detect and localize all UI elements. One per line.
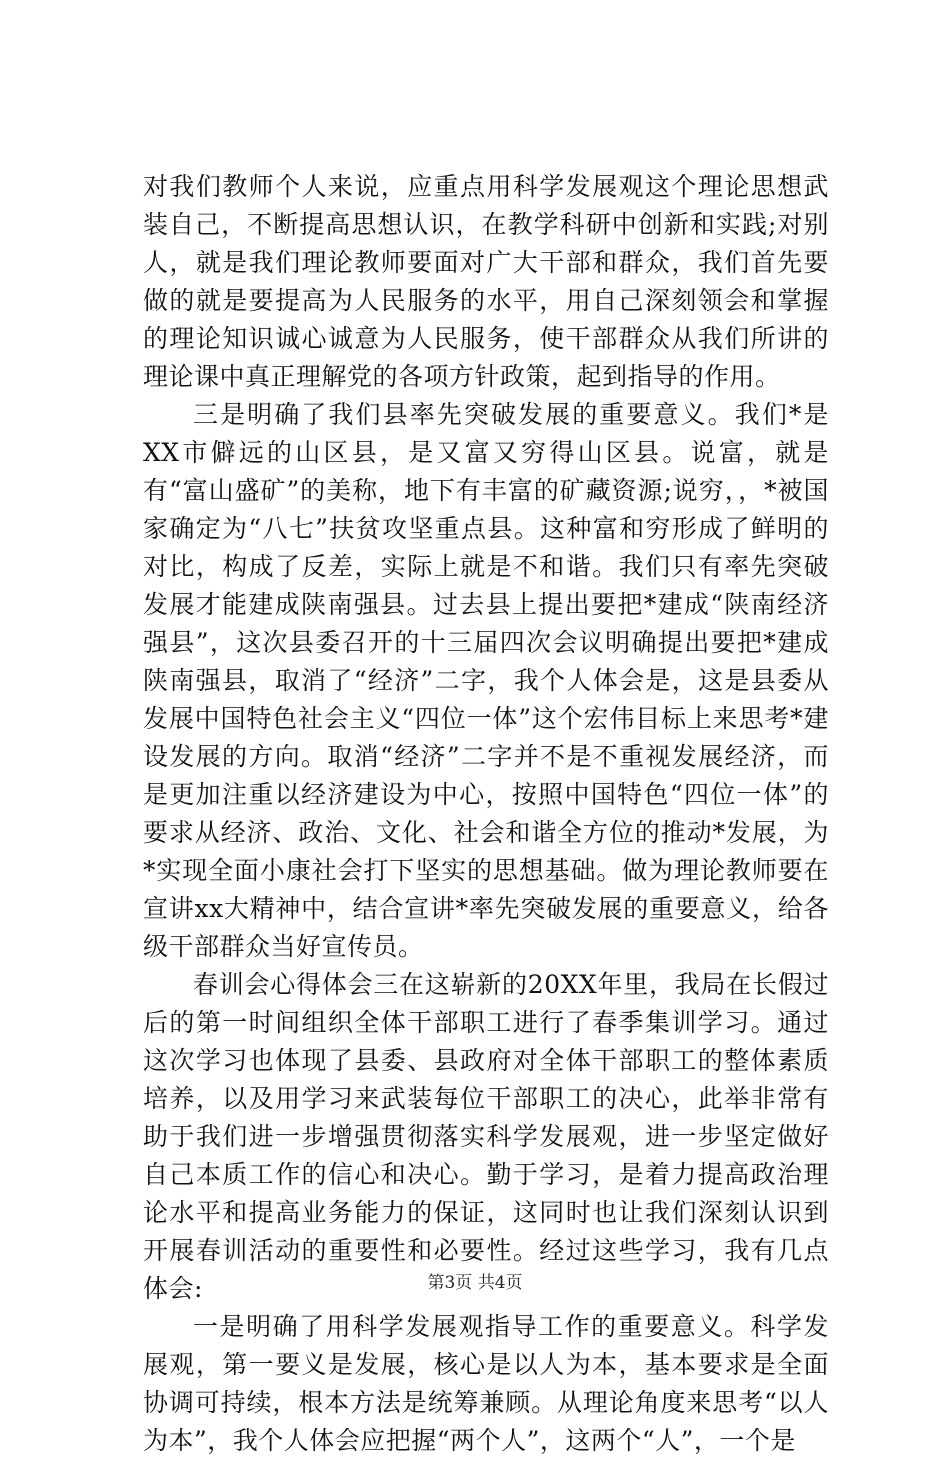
paragraph-2: 三是明确了我们县率先突破发展的重要意义。我们*是XX市僻远的山区县，是又富又穷得山区县。说富，就是有“富山盛矿”的美称，地下有丰富的矿藏资源;说穷，，*被国家确定为“八七”扶贫攻坚重点县。这种富和穷形成了鲜明的对比，构成了反差，实际上就是不和谐。我们只有率先突破发展才能建成陕南强县。过去县上提出要把*建成“陕南经济强县”，这次县委召开的十三届四次会议明确提出要把*建成陕南强县，取消了“经济”二字，我个人体会是，这是县委从发展中国特色社会主义“四位一体”这个宏伟目标上来思考*建设发展的方向。取消“经济”二字并不是不重视发展经济，而是更加注重以经济建设为中心，按照中国特色“四位一体”的要求从经济、政治、文化、社会和谐全方位的推动*发展，为*实现全面小康社会打下坚实的思想基础。做为理论教师要在宣讲xx大精神中，结合宣讲*率先突破发展的重要意义，给各级干部群众当好宣传员。 (143, 400, 829, 961)
paragraph-1: 对我们教师个人来说，应重点用科学发展观这个理论思想武装自己，不断提高思想认识，在教学科研中创新和实践;对别人，就是我们理论教师要面对广大干部和群众，我们首先要做的就是要提高为人民服务的水平，用自己深刻领会和掌握的理论知识诚心诚意为人民服务，使干部群众从我们所讲的理论课中真正理解党的各项方针政策，起到指导的作用。 (143, 172, 829, 391)
document-body (143, 168, 829, 1460)
paragraph-4: 一是明确了用科学发展观指导工作的重要意义。科学发展观，第一要义是发展，核心是以人为本，基本要求是全面协调可持续，根本方法是统筹兼顾。从理论角度来思考“以人为本”，我个人体会应把握“两个人”，这两个“人”，一个是 (143, 1312, 829, 1455)
paragraph-3: 春训会心得体会三在这崭新的20XX年里，我局在长假过后的第一时间组织全体干部职工进行了春季集训学习。通过这次学习也体现了县委、县政府对全体干部职工的整体素质培养，以及用学习来武装每位干部职工的决心，此举非常有助于我们进一步增强贯彻落实科学发展观，进一步坚定做好自己本质工作的信心和决心。勤于学习，是着力提高政治理论水平和提高业务能力的保证，这同时也让我们深刻认识到开展春训活动的重要性和必要性。经过这些学习，我有几点体会: (143, 970, 829, 1303)
page-footer: 第3页 共4页 (427, 1273, 523, 1293)
